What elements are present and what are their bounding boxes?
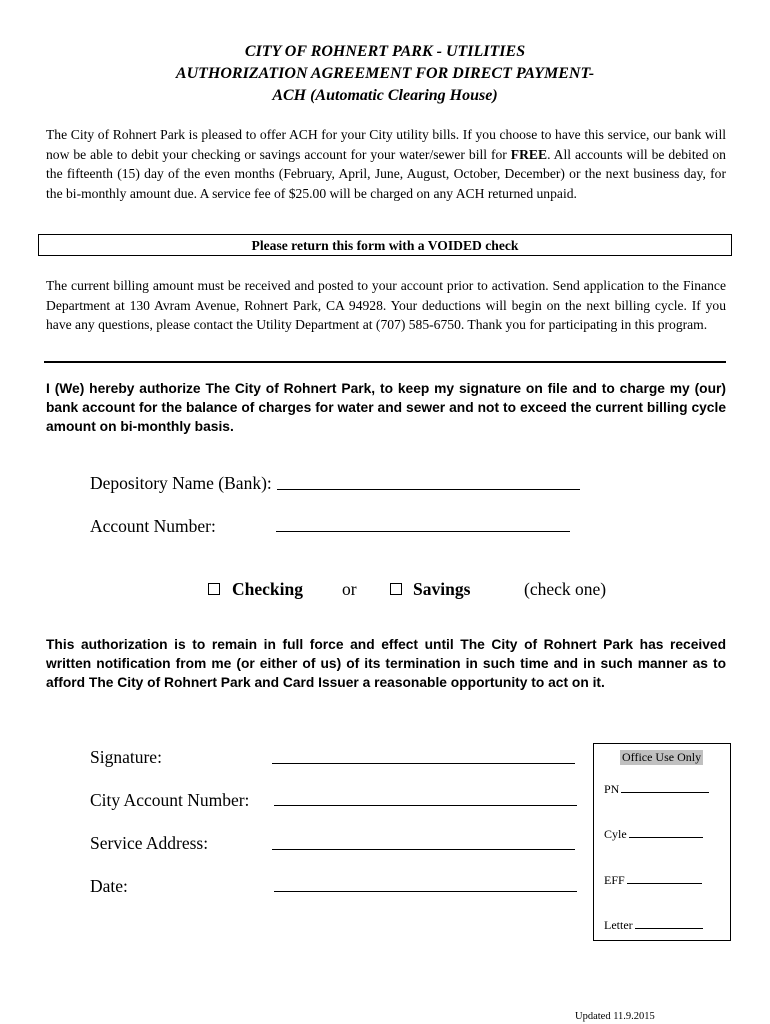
eff-label: EFF bbox=[604, 873, 625, 887]
savings-label: Savings bbox=[413, 579, 471, 599]
form-title-line3: ACH (Automatic Clearing House) bbox=[272, 87, 498, 104]
depository-name-label: Depository Name (Bank): bbox=[90, 473, 272, 493]
updated-date: Updated 11.9.2015 bbox=[575, 1011, 655, 1022]
savings-checkbox[interactable] bbox=[390, 582, 402, 600]
checkbox-icon bbox=[208, 583, 220, 595]
instructions-paragraph: The current billing amount must be received and posted to your account prior to activation. Send application to the Finance Department at 130 Avram Avenue, Rohnert Park, CA 94928. Your deductions will begin on the next billing cycle. If you have any questions, please contact the Utility Department at (707) 585-6750. Thank you for participating in this program. bbox=[46, 278, 726, 332]
signature-label: Signature: bbox=[90, 747, 162, 767]
intro-text-start: The City of Rohnert Park is pleased to offer ACH for your City utility bills. If you choose to have this service, our bank will now be able to debit your checking or savings account for your water/sewer bill for bbox=[46, 127, 726, 162]
terms-statement: This authorization is to remain in full force and effect until The City of Rohnert Park has received written notification from me (or either of us) of its termination in such time and in such manner as to afford The City of Rohnert Park and Card Issuer a reasonable opportunity to act on it. bbox=[46, 637, 726, 690]
form-title-line2: AUTHORIZATION AGREEMENT FOR DIRECT PAYMENT- bbox=[175, 65, 595, 82]
city-account-number-field[interactable] bbox=[274, 805, 577, 806]
intro-text-end: . All accounts will be debited on the fifteenth (15) day of the even months (February, April, June, August, October, December) or the next business day, for the bi-monthly amount due. A service fee of $25.00 will be charged on any ACH returned unpaid. bbox=[46, 146, 726, 201]
form-title-line1: CITY OF ROHNERT PARK - UTILITIES bbox=[244, 43, 526, 60]
service-address-field[interactable] bbox=[272, 849, 575, 850]
pn-field[interactable] bbox=[604, 782, 709, 796]
eff-field[interactable] bbox=[604, 873, 702, 887]
authorization-statement: I (We) hereby authorize The City of Rohnert Park, to keep my signature on file and to charge my (our) bank account for the balance of charges for water and sewer and not to exceed the current billing cycle amount on bi-monthly basis. bbox=[46, 381, 726, 434]
cyle-line bbox=[629, 827, 703, 838]
eff-line bbox=[627, 873, 702, 884]
office-use-box bbox=[593, 743, 731, 941]
voided-check-banner: Please return this form with a VOIDED check bbox=[38, 234, 732, 256]
date-field[interactable] bbox=[274, 891, 577, 892]
service-address-label: Service Address: bbox=[90, 833, 209, 853]
letter-line bbox=[635, 918, 703, 929]
pn-label: PN bbox=[604, 782, 620, 796]
section-divider bbox=[44, 361, 726, 363]
city-account-number-label: City Account Number: bbox=[90, 790, 250, 810]
cyle-label: Cyle bbox=[604, 827, 627, 841]
office-use-title: Office Use Only bbox=[622, 750, 702, 764]
intro-free-text: FREE bbox=[510, 146, 548, 162]
depository-name-field[interactable] bbox=[277, 489, 580, 490]
signature-field[interactable] bbox=[272, 763, 575, 764]
checking-label: Checking bbox=[232, 579, 303, 599]
account-number-label: Account Number: bbox=[90, 516, 216, 536]
date-label: Date: bbox=[90, 876, 128, 896]
check-one-hint: (check one) bbox=[524, 579, 607, 599]
account-number-field[interactable] bbox=[276, 531, 570, 532]
pn-line bbox=[621, 782, 709, 793]
letter-field[interactable] bbox=[604, 918, 703, 932]
checkbox-icon bbox=[390, 583, 402, 595]
cyle-field[interactable] bbox=[604, 827, 703, 841]
letter-label: Letter bbox=[604, 918, 633, 932]
intro-paragraph bbox=[46, 125, 726, 203]
checking-checkbox[interactable] bbox=[208, 582, 220, 600]
or-text: or bbox=[342, 579, 357, 599]
